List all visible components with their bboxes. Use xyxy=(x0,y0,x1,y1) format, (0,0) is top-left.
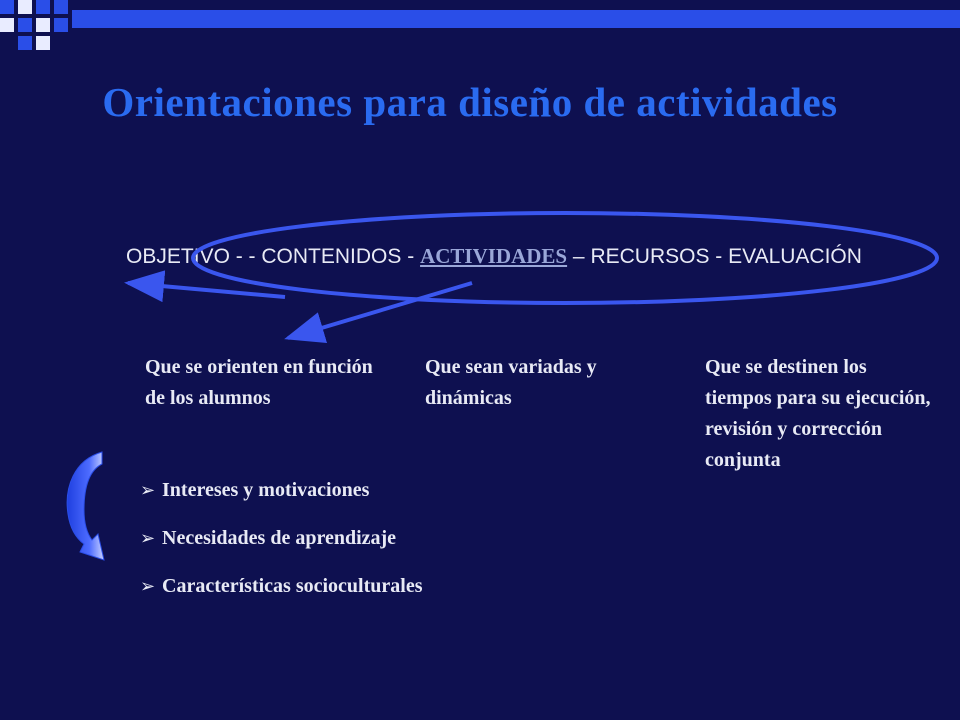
column-alumnos: Que se orienten en función de los alumnos xyxy=(145,356,373,409)
arrowhead-bullet-icon: ➢ xyxy=(140,576,156,597)
bullet-list xyxy=(140,472,422,616)
list-item xyxy=(140,520,422,568)
column-tiempos: Que se destinen los tiempos para su ejecución, revisión y corrección conjunta xyxy=(705,356,931,471)
arrowhead-bullet-icon: ➢ xyxy=(140,528,156,549)
arrow-to-columns xyxy=(288,283,472,338)
flow-after: – RECURSOS - EVALUACIÓN xyxy=(567,245,862,268)
bullet-text: Características socioculturales xyxy=(162,575,423,597)
column-variadas: Que sean variadas y dinámicas xyxy=(425,356,597,409)
flow-before: OBJETIVO - - CONTENIDOS - xyxy=(126,245,421,268)
list-item xyxy=(140,472,422,520)
arrow-to-objetivo xyxy=(128,283,285,297)
corner-decoration xyxy=(0,0,960,60)
process-flow xyxy=(0,244,960,269)
arrowhead-bullet-icon: ➢ xyxy=(140,480,156,501)
slide-title: Orientaciones para diseño de actividades xyxy=(102,79,838,125)
bullet-text: Necesidades de aprendizaje xyxy=(162,527,397,549)
curved-arrow-icon xyxy=(58,448,108,566)
flow-highlight: ACTIVIDADES xyxy=(420,244,568,268)
bullet-text: Intereses y motivaciones xyxy=(162,479,370,501)
list-item xyxy=(140,568,422,616)
